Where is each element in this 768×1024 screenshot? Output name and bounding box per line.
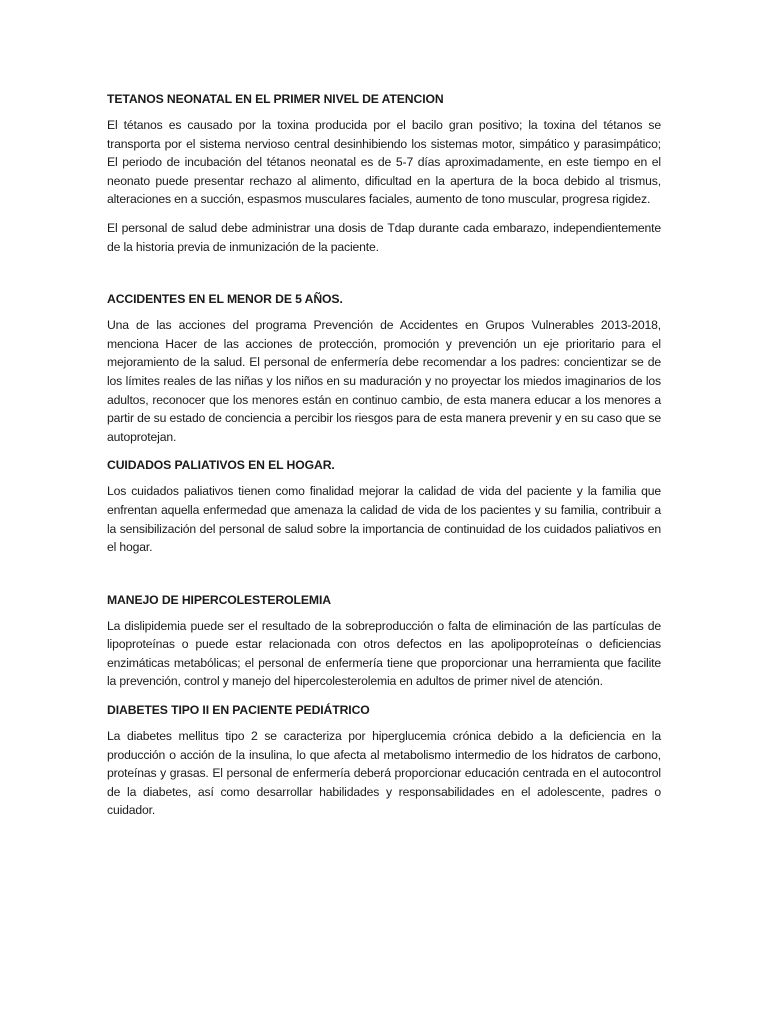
section-heading: DIABETES TIPO II EN PACIENTE PEDIÁTRICO — [107, 703, 370, 718]
section-tetanos-neonatal — [107, 90, 661, 256]
section-heading: MANEJO DE HIPERCOLESTEROLEMIA — [107, 592, 331, 607]
spacer — [107, 266, 661, 290]
paragraph: La diabetes mellitus tipo 2 se caracteriza por hiperglucemia crónica debido a la deficiencia en la producción o acción de la insulina, lo que afecta al metabolismo intermedio de los hidratos de carbono, proteínas y grasas. El personal de enfermería deberá proporcionar educación centrada en el autocontrol de la diabetes, así como desarrollar habilidades y responsabilidades en el adolescente, padres o cuidador. — [107, 729, 661, 818]
paragraph: Una de las acciones del programa Prevención de Accidentes en Grupos Vulnerables 2013-2018, menciona Hacer de las acciones de protección, promoción y prevención un eje prioritario para el mejoramiento de la salud. El personal de enfermería debe recomendar a los padres: concientizar se de los límites reales de las niñas y los niños en su maduración y no proyectar los miedos imaginarios de los adultos, reconocer que los menores están en continuo cambio, de esta manera educar a los menores a partir de su estado de conciencia a percibir los riesgos para de esta manera prevenir y en su caso que se autoprotejan. — [107, 318, 661, 444]
section-cuidados-paliativos — [107, 456, 661, 556]
section-heading: CUIDADOS PALIATIVOS EN EL HOGAR. — [107, 458, 335, 473]
document-page — [107, 90, 661, 830]
paragraph: El tétanos es causado por la toxina producida por el bacilo gran positivo; la toxina del tétanos se transporta por el sistema nervioso central desinhibiendo los sistemas motor, simpático y parasimpático; El periodo de incubación del tétanos neonatal es de 5-7 días aproximadamente, en este tiempo en el neonato puede presentar rechazo al alimento, dificultad en la apertura de la boca debido al trismus, alteraciones en a succión, espasmos musculares faciales, aumento de tono muscular, progresa rigidez. — [107, 118, 661, 207]
paragraph: La dislipidemia puede ser el resultado de la sobreproducción o falta de eliminación de las partículas de lipoproteínas o puede estar relacionada con otros defectos en las apolipoproteínas o deficiencias enzimáticas metabólicas; el personal de enfermería tiene que proporcionar una herramienta que facilite la prevención, control y manejo del hipercolesterolemia en adultos de primer nivel de atención. — [107, 618, 661, 689]
section-heading: TETANOS NEONATAL EN EL PRIMER NIVEL DE ATENCION — [107, 92, 444, 106]
paragraph: El personal de salud debe administrar una dosis de Tdap durante cada embarazo, independientemente de la historia previa de inmunización de la paciente. — [107, 220, 661, 254]
section-heading: ACCIDENTES EN EL MENOR DE 5 AÑOS. — [107, 292, 343, 307]
section-diabetes — [107, 701, 661, 820]
section-hipercolesterolemia — [107, 591, 661, 691]
spacer — [107, 567, 661, 591]
section-accidentes — [107, 290, 661, 446]
paragraph: Los cuidados paliativos tienen como finalidad mejorar la calidad de vida del paciente y la familia que enfrentan aquella enfermedad que amenaza la calidad de vida de los pacientes y su familia, contribuir a la sensibilización del personal de salud sobre la importancia de continuidad de los cuidados paliativos en el hogar. — [107, 484, 661, 555]
